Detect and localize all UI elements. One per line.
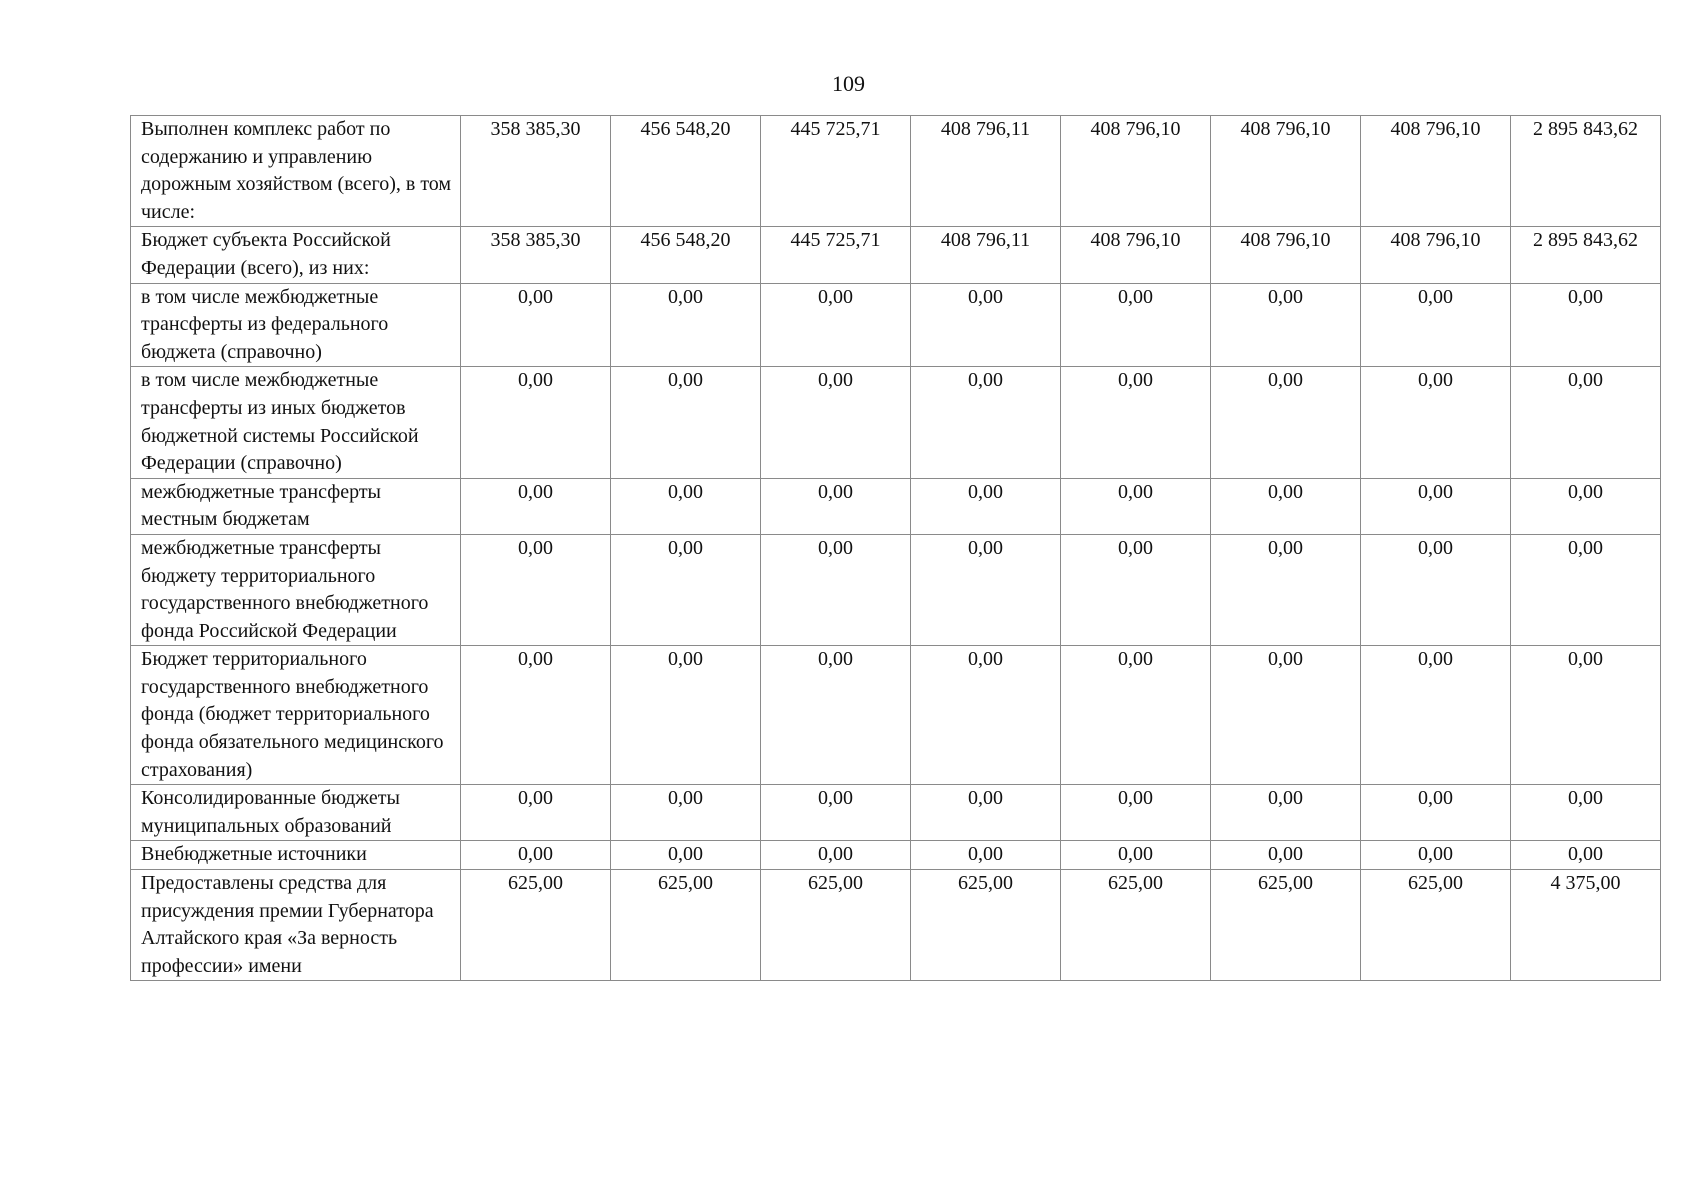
table-row [131,785,1661,841]
value-cell: 408 796,10 [1361,227,1511,283]
value-cell: 0,00 [761,785,911,841]
value-cell: 0,00 [911,283,1061,367]
value-cell: 0,00 [611,785,761,841]
total-cell: 2 895 843,62 [1511,116,1661,227]
table-row [131,227,1661,283]
value-cell: 0,00 [1211,283,1361,367]
value-cell: 358 385,30 [461,116,611,227]
value-cell: 0,00 [611,367,761,478]
value-cell: 0,00 [911,478,1061,534]
value-cell: 408 796,10 [1361,116,1511,227]
value-cell: 408 796,11 [911,227,1061,283]
value-cell: 0,00 [1361,534,1511,645]
table-row [131,367,1661,478]
value-cell: 358 385,30 [461,227,611,283]
value-cell: 0,00 [1361,367,1511,478]
value-cell: 0,00 [1361,785,1511,841]
value-cell: 0,00 [761,478,911,534]
total-cell: 0,00 [1511,283,1661,367]
total-cell: 0,00 [1511,534,1661,645]
value-cell: 0,00 [1361,283,1511,367]
value-cell: 0,00 [1211,841,1361,870]
value-cell: 625,00 [911,870,1061,981]
value-cell: 0,00 [761,367,911,478]
value-cell: 0,00 [911,646,1061,785]
row-label: Выполнен комплекс работ по содержанию и управлению дорожным хозяйством (всего), в том числе: [131,116,461,227]
total-cell: 0,00 [1511,785,1661,841]
total-cell: 0,00 [1511,646,1661,785]
value-cell: 408 796,10 [1211,116,1361,227]
value-cell: 0,00 [611,283,761,367]
value-cell: 625,00 [1361,870,1511,981]
value-cell: 456 548,20 [611,116,761,227]
row-label: в том числе межбюджетные трансферты из федерального бюджета (справочно) [131,283,461,367]
row-label: Предоставлены средства для присуждения премии Губернатора Алтайского края «За верность профессии» имени [131,870,461,981]
value-cell: 0,00 [461,283,611,367]
value-cell: 0,00 [461,478,611,534]
total-cell: 2 895 843,62 [1511,227,1661,283]
table-row [131,534,1661,645]
value-cell: 408 796,10 [1211,227,1361,283]
value-cell: 0,00 [461,534,611,645]
value-cell: 0,00 [1361,841,1511,870]
value-cell: 0,00 [761,646,911,785]
value-cell: 0,00 [611,841,761,870]
total-cell: 4 375,00 [1511,870,1661,981]
row-label: межбюджетные трансферты бюджету территориального государственного внебюджетного фонда Российской Федерации [131,534,461,645]
budget-table [130,115,1661,981]
value-cell: 408 796,10 [1061,116,1211,227]
value-cell: 0,00 [461,646,611,785]
value-cell: 0,00 [611,478,761,534]
value-cell: 0,00 [461,367,611,478]
value-cell: 625,00 [1211,870,1361,981]
value-cell: 0,00 [1061,283,1211,367]
value-cell: 0,00 [761,283,911,367]
value-cell: 0,00 [1061,534,1211,645]
value-cell: 0,00 [611,534,761,645]
value-cell: 456 548,20 [611,227,761,283]
value-cell: 0,00 [1061,841,1211,870]
row-label: межбюджетные трансферты местным бюджетам [131,478,461,534]
value-cell: 0,00 [1361,646,1511,785]
value-cell: 0,00 [461,841,611,870]
table-row [131,646,1661,785]
value-cell: 0,00 [461,785,611,841]
row-label: в том числе межбюджетные трансферты из иных бюджетов бюджетной системы Российской Федерации (справочно) [131,367,461,478]
value-cell: 0,00 [1061,367,1211,478]
value-cell: 445 725,71 [761,227,911,283]
value-cell: 0,00 [1211,534,1361,645]
row-label: Внебюджетные источники [131,841,461,870]
value-cell: 0,00 [1211,478,1361,534]
table-row [131,478,1661,534]
value-cell: 0,00 [911,534,1061,645]
value-cell: 408 796,10 [1061,227,1211,283]
value-cell: 625,00 [611,870,761,981]
value-cell: 0,00 [1061,785,1211,841]
value-cell: 0,00 [1061,646,1211,785]
table-row [131,283,1661,367]
value-cell: 0,00 [1211,367,1361,478]
value-cell: 0,00 [1211,785,1361,841]
row-label: Консолидированные бюджеты муниципальных образований [131,785,461,841]
total-cell: 0,00 [1511,841,1661,870]
value-cell: 0,00 [761,841,911,870]
page-number: 109 [832,71,865,96]
value-cell: 625,00 [1061,870,1211,981]
value-cell: 0,00 [1211,646,1361,785]
value-cell: 0,00 [911,841,1061,870]
total-cell: 0,00 [1511,367,1661,478]
value-cell: 0,00 [911,367,1061,478]
table-row [131,870,1661,981]
table-row [131,841,1661,870]
table-body [131,116,1661,981]
value-cell: 625,00 [461,870,611,981]
value-cell: 0,00 [1361,478,1511,534]
value-cell: 0,00 [1061,478,1211,534]
total-cell: 0,00 [1511,478,1661,534]
value-cell: 0,00 [611,646,761,785]
value-cell: 625,00 [761,870,911,981]
value-cell: 408 796,11 [911,116,1061,227]
row-label: Бюджет территориального государственного внебюджетного фонда (бюджет территориального фонда обязательного медицинского страхования) [131,646,461,785]
table-row [131,116,1661,227]
value-cell: 0,00 [761,534,911,645]
value-cell: 0,00 [911,785,1061,841]
value-cell: 445 725,71 [761,116,911,227]
row-label: Бюджет субъекта Российской Федерации (всего), из них: [131,227,461,283]
